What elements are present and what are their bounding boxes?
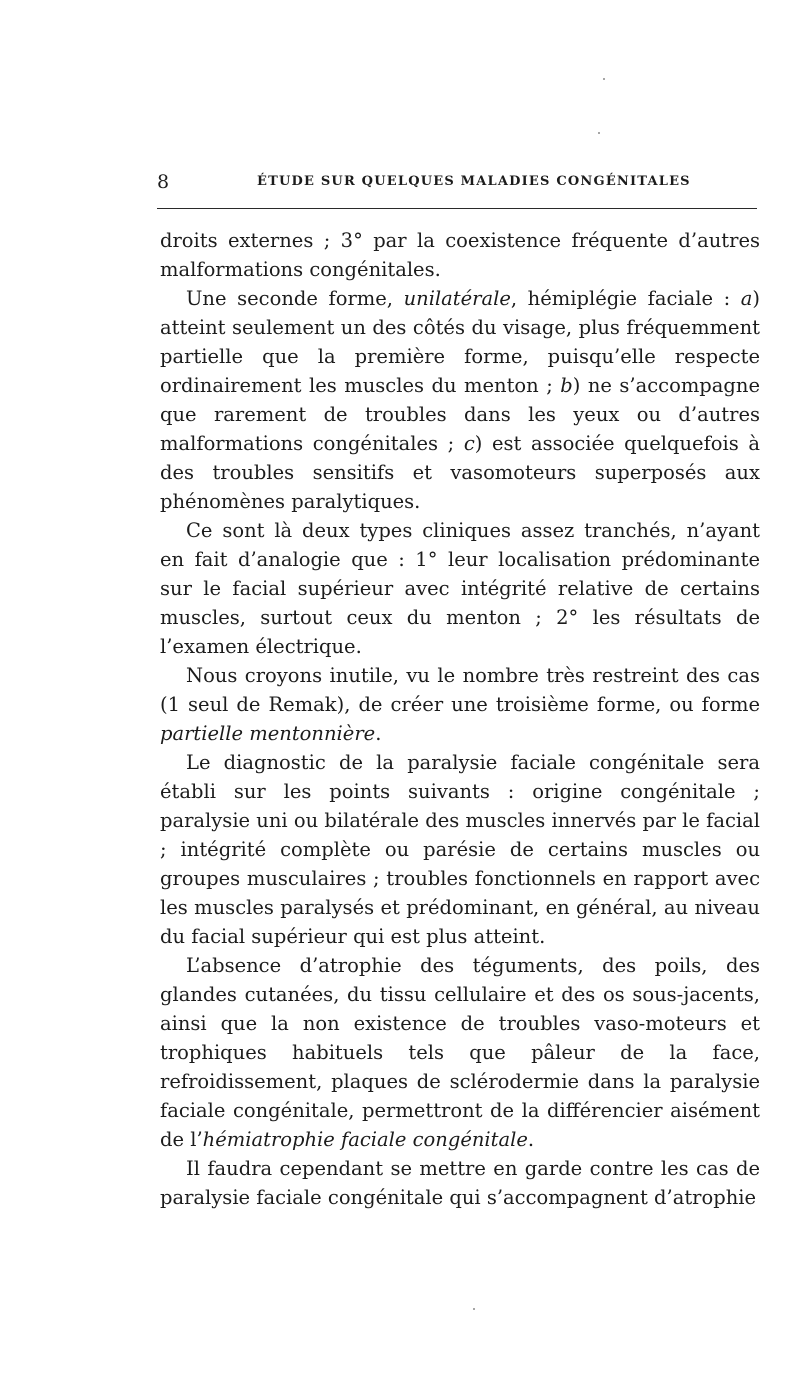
paragraph <box>160 516 760 661</box>
italic-text: b <box>560 374 573 397</box>
italic-text: hémiatrophie faciale congénitale <box>202 1128 528 1151</box>
text-segment: . <box>375 722 382 745</box>
text-segment: droits externes ; 3° par la coexistence fréquente d’autres malformations congénitales. <box>160 229 760 281</box>
running-title: ÉTUDE SUR QUELQUES MALADIES CONGÉNITALES <box>257 174 691 189</box>
paragraph <box>160 951 760 1154</box>
paragraph <box>160 1154 760 1212</box>
text-segment: ) ne s’accompagne que rarement de troubles dans les yeux ou d’autres malformations congénitales ; <box>160 374 760 455</box>
paper-speck <box>473 1308 475 1310</box>
body-text <box>160 226 760 1212</box>
text-segment: Nous croyons inutile, vu le nombre très restreint des cas (1 seul de Remak), de créer une troisième forme, ou forme <box>160 664 760 716</box>
italic-text: partielle mentonnière <box>160 722 376 745</box>
italic-text: unilatérale <box>403 287 511 310</box>
paper-speck <box>603 78 605 80</box>
italic-text: a <box>740 287 753 310</box>
text-segment: . <box>527 1128 535 1151</box>
page-header <box>157 171 757 195</box>
text-segment: ) est associée quelquefois à des troubles sensitifs et vasomoteurs superposés aux phénomènes paralytiques. <box>160 432 760 513</box>
text-segment: L’absence d’atrophie des téguments, des poils, des glandes cutanées, du tissu cellulaire et des os sous-jacents, ainsi que la non existence de troubles vaso-moteurs et trophiques habituels tels que pâleur de la face, refroidissement, plaques de sclérodermie dans la paralysie faciale congénitale, permettront de la différencier aisément de l’ <box>160 954 760 1151</box>
page-number: 8 <box>157 171 170 193</box>
text-segment: Le diagnostic de la paralysie faciale congénitale sera établi sur les points suivants : origine congénitale ; paralysie uni ou bilatérale des muscles innervés par le facial ; intégrité complète ou parésie de certains muscles ou groupes musculaires ; troubles fonctionnels en rapport avec les muscles paralysés et prédominant, en général, au niveau du facial supérieur qui est plus atteint. <box>160 751 760 948</box>
header-rule <box>157 208 757 209</box>
paragraph <box>160 661 760 748</box>
paragraph <box>160 284 760 516</box>
paragraph <box>160 748 760 951</box>
italic-text: c <box>463 432 475 455</box>
text-segment: Une seconde forme, <box>186 287 404 310</box>
text-segment: , hémiplégie faciale : <box>510 287 741 310</box>
paragraph <box>160 226 760 284</box>
text-segment: Ce sont là deux types cliniques assez tranchés, n’ayant en fait d’analogie que : 1° leur localisation prédominante sur le facial supérieur avec intégrité relative de certains muscles, surtout ceux du menton ; 2° les résultats de l’examen électrique. <box>160 519 760 658</box>
text-segment: ) atteint seulement un des côtés du visage, plus fréquemment partielle que la première forme, puisqu’elle respecte ordinairement les muscles du menton ; <box>160 287 760 397</box>
paper-speck <box>598 132 600 134</box>
text-segment: Il faudra cependant se mettre en garde contre les cas de paralysie faciale congénitale qui s’accompagnent d’atrophie <box>160 1157 760 1209</box>
